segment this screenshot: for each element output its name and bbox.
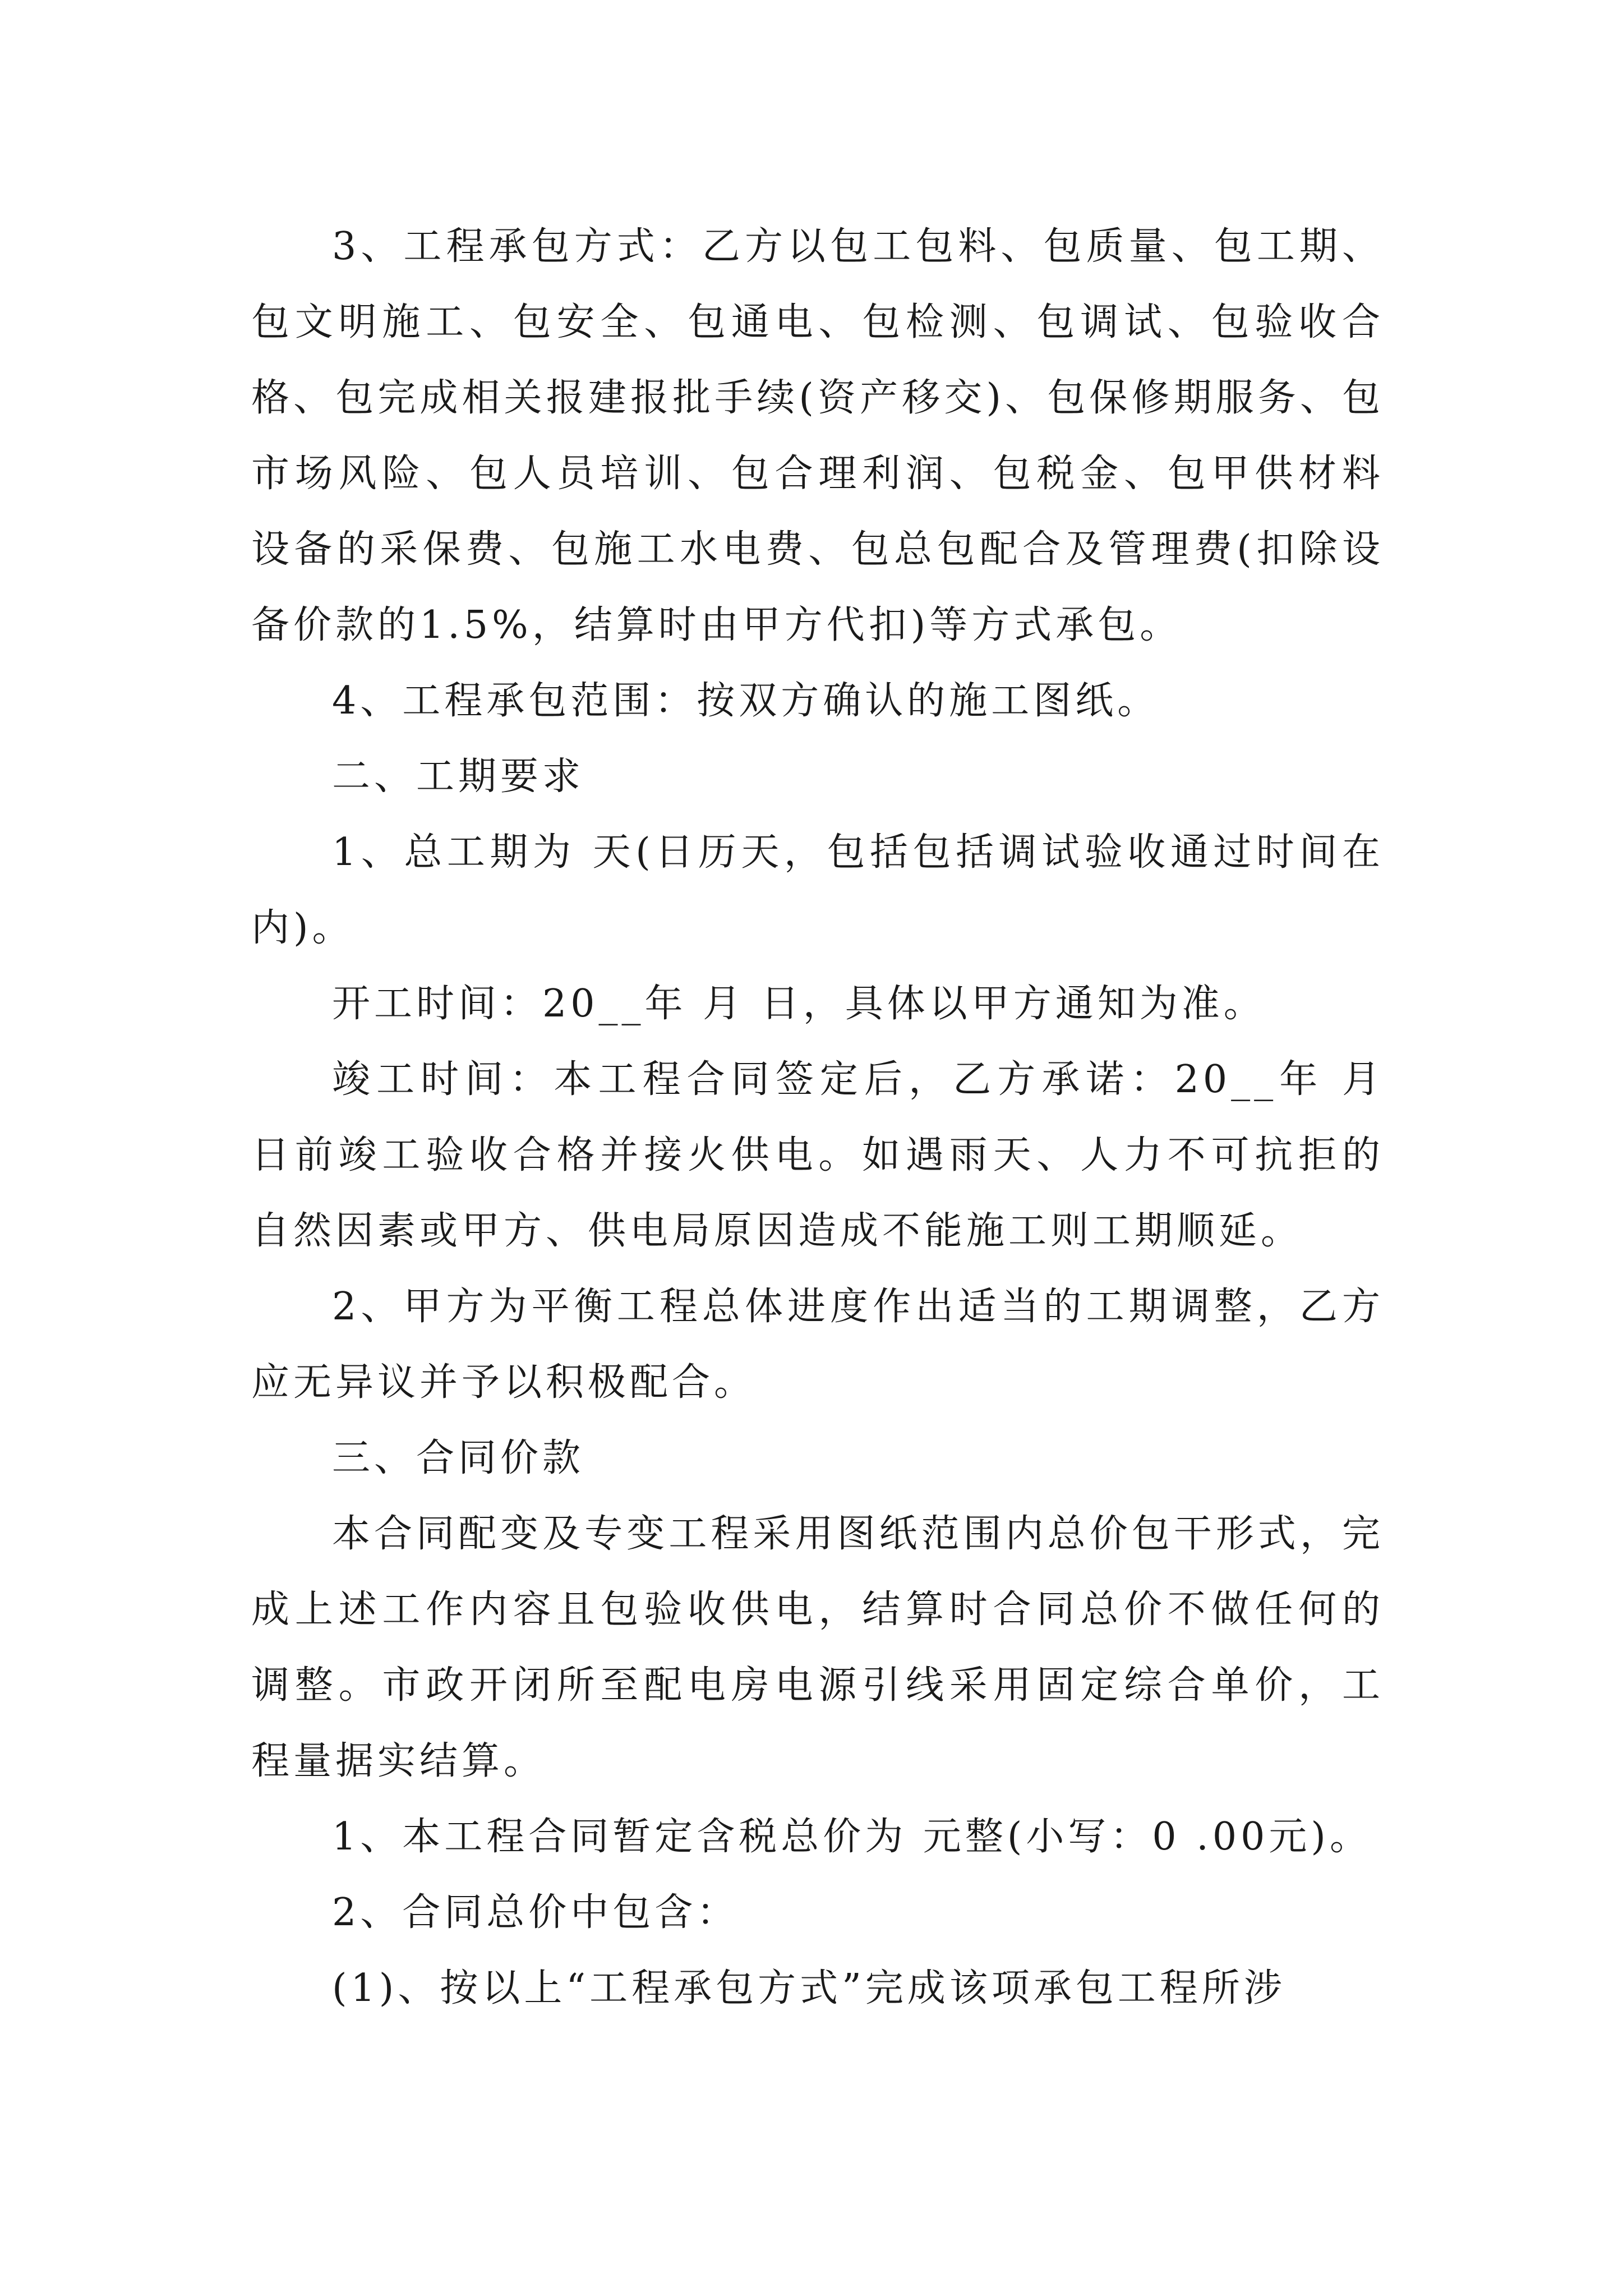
section-heading-contract-price: 三、合同价款 (332, 1436, 585, 1480)
paragraph-lump-sum: 本合同配变及专变工程采用图纸范围内总价包干形式，完成上述工作内容且包验收供电，结算时合同总价不做任何的调整。市政开闭所至配电房电源引线采用固定综合单价，工程量据实结算。 (251, 1512, 1384, 1783)
paragraph-price-includes: 2、合同总价中包含： (332, 1890, 739, 1935)
section-heading-schedule: 二、工期要求 (332, 754, 585, 799)
paragraph-schedule-adjustment: 2、甲方为平衡工程总体进度作出适当的工期调整，乙方应无异议并予以积极配合。 (251, 1285, 1384, 1405)
paragraph-start-date: 开工时间：20__年 月 日，具体以甲方通知为准。 (332, 982, 1266, 1026)
document-body (251, 209, 1384, 2026)
paragraph-completion-date: 竣工时间：本工程合同签定后，乙方承诺：20__年 月 日前竣工验收合格并接火供电。如遇雨天、人力不可抗拒的自然因素或甲方、供电局原因造成不能施工则工期顺延。 (251, 1057, 1384, 1253)
paragraph-contract-method: 3、工程承包方式：乙方以包工包料、包质量、包工期、包文明施工、包安全、包通电、包检测、包调试、包验收合格、包完成相关报建报批手续(资产移交)、包保修期服务、包市场风险、包人员培训、包合理利润、包税金、包甲供材料设备的采保费、包施工水电费、包总包配合及管理费(扣除设备价款的1.5%，结算时由甲方代扣)等方式承包。 (251, 224, 1384, 647)
paragraph-provisional-price: 1、本工程合同暂定含税总价为 元整(小写：0 .00元)。 (332, 1815, 1372, 1859)
paragraph-contract-scope: 4、工程承包范围：按双方确认的施工图纸。 (332, 679, 1160, 723)
paragraph-item-1: (1)、按以上“工程承包方式”完成该项承包工程所涉 (332, 1966, 1286, 2010)
paragraph-total-duration: 1、总工期为 天(日历天，包括包括调试验收通过时间在内)。 (251, 830, 1384, 950)
